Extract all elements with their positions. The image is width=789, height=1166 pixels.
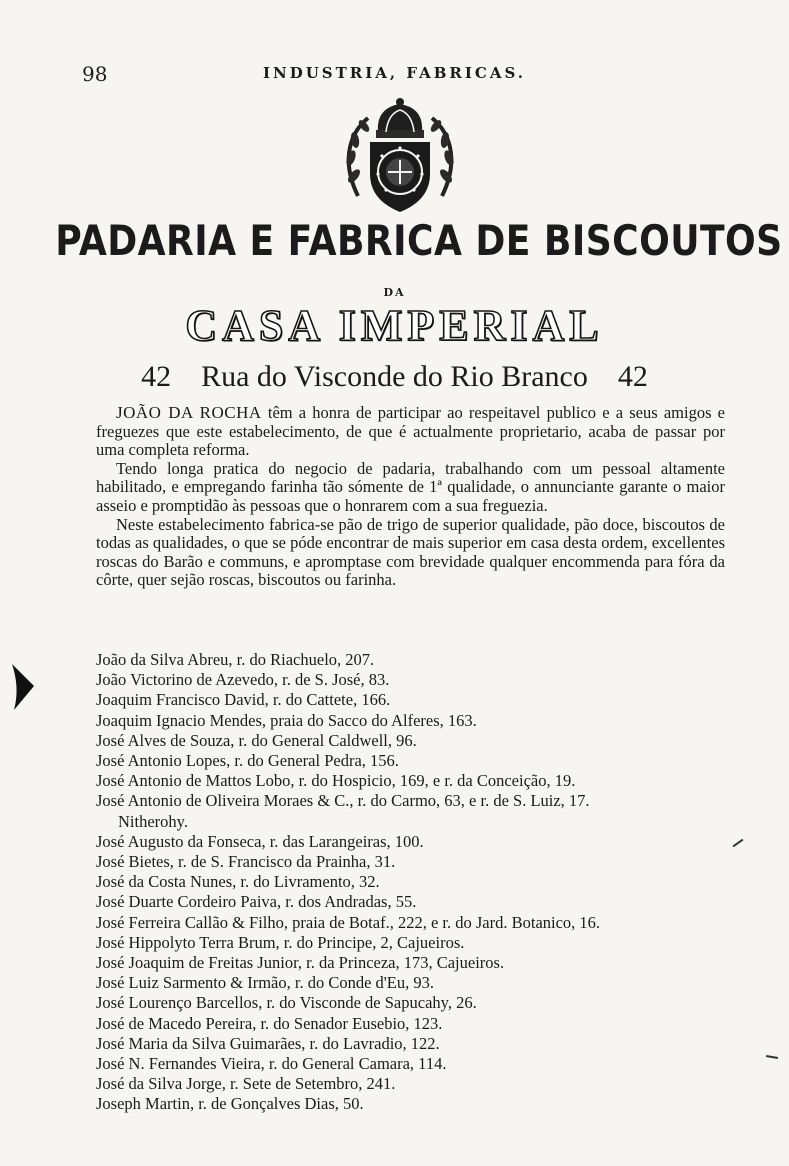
margin-arrow-icon (10, 662, 36, 712)
list-item-continuation: Nitherohy. (118, 811, 188, 831)
list-item: Joseph Martin, r. de Gonçalves Dias, 50. (96, 1094, 364, 1114)
list-item: José Joaquim de Freitas Junior, r. da Princeza, 173, Cajueiros. (96, 953, 505, 973)
list-item: José N. Fernandes Vieira, r. do General Camara, 114. (96, 1054, 447, 1074)
list-item: José Hippolyto Terra Brum, r. do Principe, 2, Cajueiros. (96, 932, 465, 952)
list-item: José Duarte Cordeiro Paiva, r. dos Andradas, 55. (96, 892, 417, 912)
business-listing (96, 650, 736, 1115)
list-item: José Ferreira Callão & Filho, praia de Botaf., 222, e r. do Jard. Botanico, 16. (96, 912, 601, 932)
list-item: José Augusto da Fonseca, r. das Larangeiras, 100. (96, 831, 424, 851)
street-address (0, 360, 789, 394)
address-street: Rua do Visconde do Rio Branco (201, 360, 588, 393)
list-item: José Antonio de Oliveira Moraes & C., r. do Carmo, 63, e r. de S. Luiz, 17. (96, 791, 590, 811)
address-number-right: 42 (617, 360, 648, 393)
list-item: José da Silva Jorge, r. Sete de Setembro, 241. (96, 1074, 396, 1094)
page-number: 98 (82, 62, 108, 86)
subtitle-da: DA (383, 286, 406, 299)
list-item: José Alves de Souza, r. do General Caldwell, 96. (96, 730, 417, 750)
list-item: José Lourenço Barcellos, r. do Visconde de Sapucahy, 26. (96, 993, 477, 1013)
advertisement-title: PADARIA E FABRICA DE BISCOUTOS (55, 216, 783, 265)
list-item: José de Macedo Pereira, r. do Senador Eusebio, 123. (96, 1013, 443, 1033)
list-item: Joaquim Ignacio Mendes, praia do Sacco do Alferes, 163. (96, 710, 477, 730)
paragraph-3: Neste estabelecimento fabrica-se pão de trigo de superior qualidade, pão doce, biscoutos de todas as qualidades, o que se póde encontrar de mais superior em casa desta ordem, excellentes roscas do Barão e communs, e apromptase com brevidade qualquer encommenda para fóra da côrte, quer sejão roscas, biscoutos ou farinha. (96, 514, 725, 590)
advertisement-body (96, 404, 725, 590)
list-item: José Luiz Sarmento & Irmão, r. do Conde d'Eu, 93. (96, 973, 434, 993)
casa-imperial-heading: CASA IMPERIAL (185, 301, 604, 350)
list-item: José Maria da Silva Guimarães, r. do Lavradio, 122. (96, 1033, 440, 1053)
paragraph-2: Tendo longa pratica do negocio de padaria, trabalhando com um pessoal altamente habilitado, e empregando farinha tão sómente de 1ª qualidade, o annunciante garante o maior asseio e promptidão às pessoas que o honrarem com a sua freguezia. (96, 458, 725, 515)
running-header: INDUSTRIA, FABRICAS. (262, 64, 527, 82)
list-item: José da Costa Nunes, r. do Livramento, 32. (96, 872, 380, 892)
list-item: Joaquim Francisco David, r. do Cattete, 166. (96, 690, 391, 710)
list-item: José Antonio de Mattos Lobo, r. do Hospicio, 169, e r. da Conceição, 19. (96, 771, 576, 791)
list-item: João da Silva Abreu, r. do Riachuelo, 207. (96, 650, 375, 669)
address-number-left: 42 (141, 360, 172, 393)
imperial-emblem-icon (338, 96, 462, 220)
list-item: João Victorino de Azevedo, r. de S. José, 83. (96, 670, 390, 690)
list-item: José Bietes, r. de S. Francisco da Prainha, 31. (96, 852, 396, 872)
owner-name: JOÃO DA ROCHA (116, 403, 262, 422)
ink-mark-icon (766, 1055, 778, 1059)
paragraph-intro (96, 404, 725, 460)
paragraph-1-text: têm a honra de participar ao respeitavel publico e a seus amigos e freguezes que este estabelecimento, de que é actualmente proprietario, acaba de passar por uma completa reforma. (96, 403, 725, 460)
list-item: José Antonio Lopes, r. do General Pedra, 156. (96, 751, 399, 771)
